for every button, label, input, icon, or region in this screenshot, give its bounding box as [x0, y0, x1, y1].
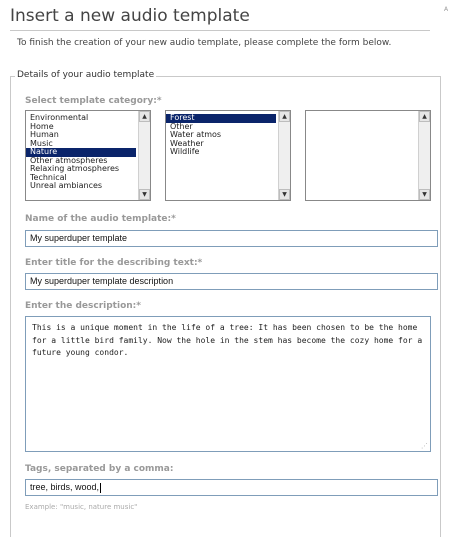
description-label: Enter the description:* — [25, 301, 141, 311]
category-options — [26, 111, 136, 191]
text-caret — [100, 483, 101, 493]
tags-label: Tags, separated by a comma: — [25, 464, 174, 474]
category-option[interactable]: Music — [30, 139, 53, 148]
tags-input[interactable] — [25, 479, 438, 496]
scroll-up-icon[interactable]: ▲ — [139, 111, 150, 122]
category-option[interactable]: Unreal ambiances — [30, 182, 103, 190]
category-option[interactable]: Home — [30, 122, 54, 131]
third-level-scrollbar[interactable] — [418, 111, 430, 200]
category-option[interactable]: Nature — [26, 148, 136, 157]
category-option[interactable]: Environmental — [30, 114, 89, 122]
subcategory-option[interactable]: Other — [170, 122, 193, 131]
subcategory-option[interactable]: Weather — [170, 139, 204, 148]
subcategory-listbox[interactable] — [165, 110, 291, 201]
category-option[interactable]: Relaxing atmospheres — [30, 165, 120, 173]
category-option[interactable]: Other atmospheres — [30, 156, 108, 165]
tags-hint: Example: "music, nature music" — [25, 503, 138, 511]
describing-title-label: Enter title for the describing text:* — [25, 258, 203, 268]
third-level-options — [306, 111, 416, 114]
scroll-down-icon[interactable]: ▼ — [419, 189, 430, 200]
category-label: Select template category:* — [25, 96, 162, 106]
category-scrollbar[interactable] — [138, 111, 150, 200]
description-textarea[interactable] — [25, 316, 431, 452]
subcategory-options — [166, 111, 276, 157]
third-level-listbox[interactable] — [305, 110, 431, 201]
intro-text: To finish the creation of your new audio template, please complete the form below. — [17, 38, 392, 48]
subcategory-option[interactable]: Water atmos — [170, 131, 222, 139]
subcategory-option[interactable]: Wildlife — [170, 148, 200, 156]
edge-glyph: A — [444, 6, 449, 13]
template-name-input[interactable]: My superduper template — [25, 230, 438, 247]
describing-title-input[interactable]: My superduper template description — [25, 273, 438, 290]
scroll-up-icon[interactable]: ▲ — [279, 111, 290, 122]
category-option[interactable]: Human — [30, 131, 59, 139]
page-title: Insert a new audio template — [10, 6, 430, 31]
category-option[interactable]: Technical — [30, 173, 67, 182]
category-listbox[interactable] — [25, 110, 151, 201]
template-name-label: Name of the audio template:* — [25, 214, 176, 224]
subcategory-option[interactable]: Forest — [166, 114, 276, 123]
description-text: This is a unique moment in the life of a tree: It has been chosen to be the home for a little bird family. Now the hole in the stem has become the cozy home for a future young condor. — [32, 323, 423, 357]
scroll-up-icon[interactable]: ▲ — [419, 111, 430, 122]
scroll-down-icon[interactable]: ▼ — [279, 189, 290, 200]
scroll-down-icon[interactable]: ▼ — [139, 189, 150, 200]
resize-grip-icon[interactable]: ⋰ — [421, 442, 428, 450]
tags-value: tree, birds, wood, — [30, 482, 100, 492]
subcategory-scrollbar[interactable] — [278, 111, 290, 200]
fieldset-legend: Details of your audio template — [17, 70, 155, 80]
